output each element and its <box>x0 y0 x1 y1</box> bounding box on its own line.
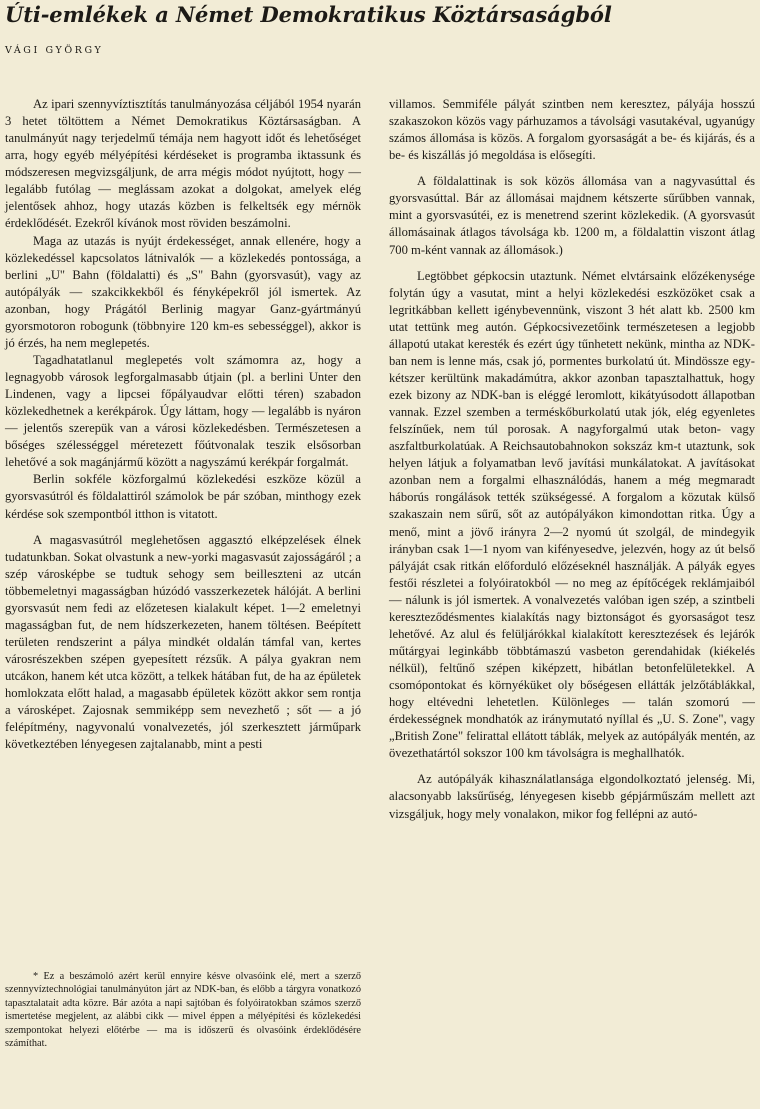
paragraph: Legtöbbet gépkocsin utaztunk. Német elvtársaink előzékenysége folytán úgy a vasutat, mint a helyi közlekedési eszközöket csak a legritkábban kellett igénybevennünk, viszont 3 hét alatt kb. 2500 km utat tettünk meg autón. Gépkocsivezetőink természetesen a legjobb állapotú utakat keresték és ezért úgy tűnhetett nekünk, mintha az NDK-ban nem is lenne más, csak jó, pormentes burkolatú út. Mindössze egy-kétszer kerültünk makadámútra, akkor azonban tapasztalhattuk, hogy ezek bizony az NDK-ban is eléggé leromlott, kikátyúsodott állapotban vannak. Ezzel szemben a terméskőburkolatú utak jók, elég egyenletes felszínűek, nem túl porosak. A nagyforgalmú utak beton- vagy aszfaltburkolatúak. A Reichsautobahnokon sokszáz km-t utaztunk, sok helyen látjuk a folyamatban levő javítási munkálatokat. A javításokat azonban nem a forgalmi elhasználódás, hanem a még megmaradt háborús rongálások tették szükségessé. A forgalom a közutak külső szakaszain nem sűrű, sőt az autópályákon kimondottan ritka. Úgy a menő, mint a jövő irányra 2—2 nyomú út szolgál, de mindegyik irányban csak 1—1 nyom van kifényesedve, jelezvén, hogy az út belső pályáját csak ritkán előforduló előzéseknél használják. A pályák egyes festői részletei a folyóiratokból — no meg az építőcégek reklámjaiból — nálunk is jól ismertek. A vonalvezetés valóban igen szép, a szintbeli kereszteződésmentes kialakítás nagy biztonságot és gyorsaságot tesz lehetővé. Az alul és felüljárókkal kialakított keresztezések és lejárók műtárgyai leginkább többtámaszú vasbeton gerendahidak (kiékelés nélkül), feltűnő szépen kiképzett, hibátlan betonfelületekkel. A csomópontokat és környéküket oly bőségesen ellátták jelzőtáblákkal, hogy eltévedni lehetetlen. Különleges — talán szomorú — érdekességnek mondhatók az iránymutató nyíllal és „U. S. Zone", vagy „British Zone" felirattal ellátott táblák, melyek az autópályák mentén, az övezethatártól sokszor 100 km távolságra is meghallhatók. <box>389 268 755 761</box>
paragraph: Tagadhatatlanul meglepetés volt számomra az, hogy a legnagyobb városok legforgalmasabb útjain (pl. a berlini Unter den Lindenen, vagy a lipcsei főpályaudvar előtti téren) szabadon közlekedhetnek a kerékpárok. Úgy láttam, hogy — legalább is nyáron — jelentős szerepük van a városi közlekedésben. Természetesen a bőséges szélességgel méretezett főútvonalak teszik elsősorban lehetővé a sok magánjármű között a nagyszámú kerékpár forgalmát. <box>5 352 361 470</box>
paragraph: Az autópályák kihasználatlansága elgondolkoztató jelenség. Mi, alacsonyabb laksűrűség, lényegesen kisebb gépjárműszám mellett azt vizsgáljuk, hogy mely vonalakon, mikor fog fellépni az autó- <box>389 772 755 821</box>
right-column <box>389 96 755 823</box>
paragraph: villamos. Semmiféle pályát szintben nem keresztez, pályája hosszú szakaszokon közös vagy párhuzamos a távolsági vasutakéval, ugyanúgy számos állomása is közös. A forgalom gyorsaságát a be- és kijárás, és a be- és kiszállás jó megoldása is elősegíti. <box>389 97 755 163</box>
footnote: * Ez a beszámoló azért kerül ennyire késve olvasóink elé, mert a szerző szennyvíztechnológiai tanulmányúton járt az NDK-ban, és előbb a tárgyra vonatkozó tapasztalatait adta közre. Bár azóta a napi sajtóban és folyóiratokban számos szerző ismertetése megjelent, az alábbi cikk — mivel éppen a mélyépítési és közlekedési szempontokat helyezi előtérbe — ma is időszerű és olvasóink érdeklődésére számíthat. <box>5 971 361 1050</box>
paragraph: Az ipari szennyvíztisztítás tanulmányozása céljából 1954 nyarán 3 hetet töltöttem a Német Demokratikus Köztársaságban. A tanulmányút nagy terjedelmű témája nem hagyott időt és lehetőséget arra, hogy egyéb mélyépítési kérdéseket is programba iktassunk és módszeresen megvizsgáljunk, de arra mégis módot nyújtott, hogy — legalább futólag — meglássam azokat a dolgokat, amelyek elég jelentősek ahhoz, hogy utazás közben is felkeltsék egy mérnök érdeklődését. Ezekről kívánok most röviden beszámolni. <box>5 97 361 231</box>
left-column <box>5 96 361 753</box>
author-name: VÁGI GYÖRGY <box>5 45 104 56</box>
paragraph: Maga az utazás is nyújt érdekességet, annak ellenére, hogy a közlekedéssel kapcsolatos látnivalók — a közlekedés pontossága, a berlini „U" Bahn (földalatti) és „S" Bahn (gyorsvasút), vagy az autópályák — szakcikkekből és fényképekről jól ismertek. Az azonban, hogy Prágától Berlinig magyar Ganz-gyártmányú gyorsmotoron robogunk (többnyire 120 km-es sebességgel), akkor is jó érzés, ha nem meglepetés. <box>5 233 361 350</box>
article-title: Úti-emlékek a Német Demokratikus Köztársaságból <box>5 2 612 27</box>
paragraph: A magasvasútról meglehetősen aggasztó elképzelések élnek tudatunkban. Sokat olvastunk a new-yorki magasvasút zajosságáról ; a szép városképbe se tudtuk sehogy sem beilleszteni az utcán többemeletnyi magasságban húzódó vasszerkezetek hálóját. A berlini gyorsvasút nem fedi az előzetesen kialakult képet. 1—2 emeletnyi magasságban fut, de nem hídszerkezeten, hanem töltésen. Beépített területen rendszerint a pálya mindkét oldalán támfal van, kertes városrészekben szépen gyepesített rézsűk. A pálya gyakran nem utcákon, hanem két utca között, a telkek hátában fut, de ha az épületek homlokzata előtt halad, a magasabb épületek között akkor sem rontja a városképet. Zajosnak semmiképp sem nevezhető ; sőt — a jó felépítmény, nagyvonalú vonalvezetés, jól szerkesztett járműpark következtében lényegesen zajtalanabb, mint a pesti <box>5 532 361 752</box>
paragraph: Berlin sokféle közforgalmú közlekedési eszköze közül a gyorsvasútról és földalattiról számolok be pár szóban, minthogy ezek kérdése sok szempontból itthon is vitatott. <box>5 472 361 521</box>
paragraph: A földalattinak is sok közös állomása van a nagyvasúttal és gyorsvasúttal. Bár az állomásai majdnem kétszerte sűrűbben vannak, mint a gyorsvasútéi, ez is menetrend szerint közlekedik. (A gyorsvasút állomásainak átlagos távolsága kb. 1200 m, a földalattin viszont átlag 700 m-ként vannak az állomások.) <box>389 174 755 257</box>
